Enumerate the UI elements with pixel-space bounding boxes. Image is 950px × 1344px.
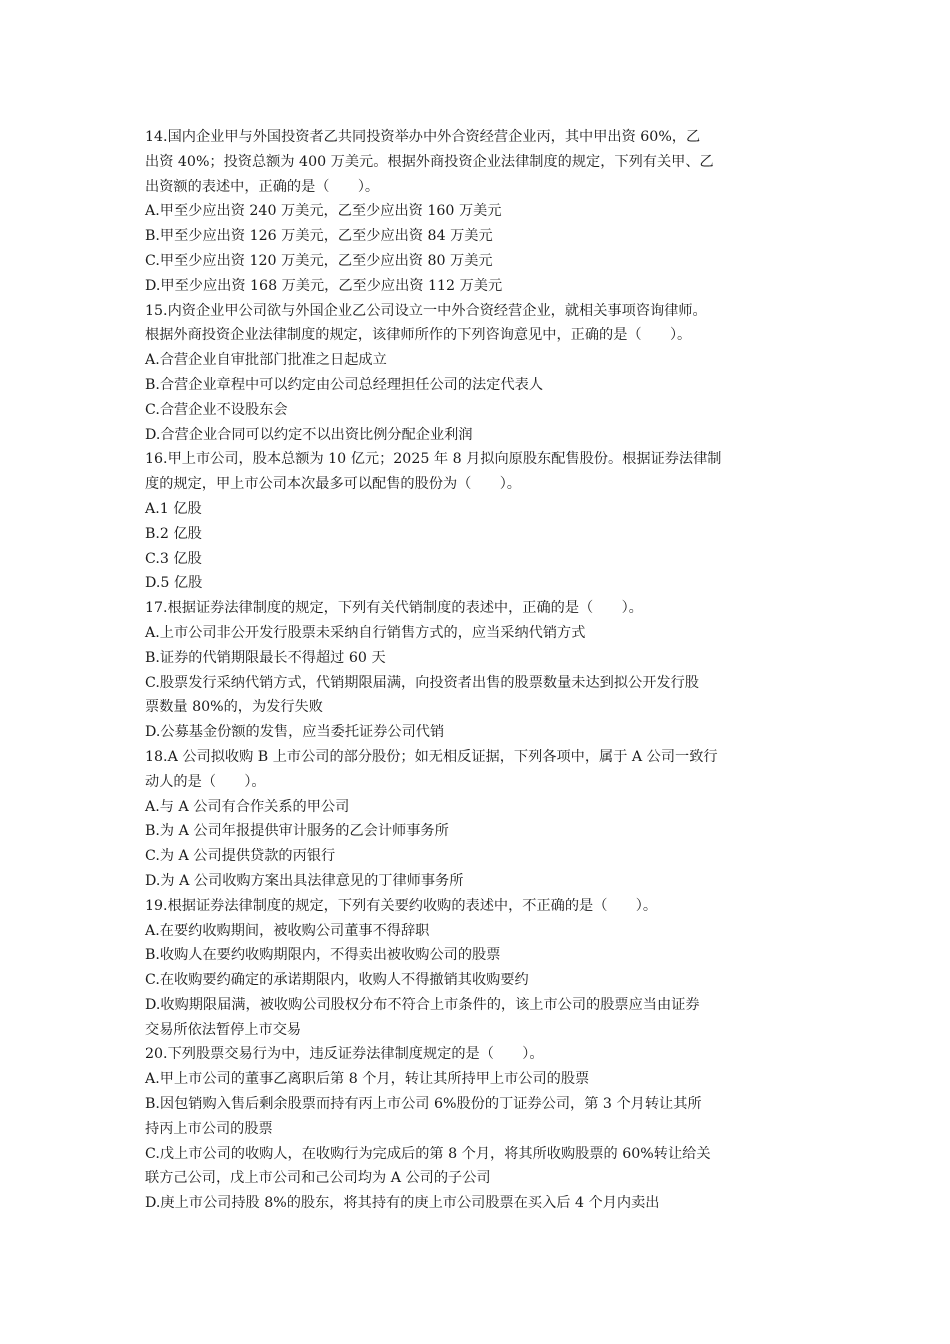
option-d (145, 993, 805, 1043)
option-text-line: B.甲至少应出资 126 万美元，乙至少应出资 84 万美元 (145, 228, 493, 245)
question-14 (145, 125, 805, 299)
question-stem-line: 14.国内企业甲与外国投资者乙共同投资举办中外合资经营企业丙，其中甲出资 60%，乙 (145, 129, 701, 145)
option-text-line: D.甲至少应出资 168 万美元，乙至少应出资 112 万美元 (145, 277, 503, 294)
option-c (145, 1142, 805, 1192)
option-text-line: C.股票发行采纳代销方式，代销期限届满，向投资者出售的股票数量未达到拟公开发行股 (145, 674, 699, 691)
question-stem-line: 20.下列股票交易行为中，违反证券法律制度规定的是（ ）。 (145, 1046, 544, 1063)
option-a (145, 199, 805, 224)
option-text-line: B.收购人在要约收购期限内，不得卖出被收购公司的股票 (145, 947, 501, 964)
question-stem-line: 15.内资企业甲公司欲与外国企业乙公司设立一中外合资经营企业，就相关事项咨询律师。 (145, 302, 707, 319)
option-text-line: A.与 A 公司有合作关系的甲公司 (145, 798, 350, 815)
option-a (145, 1067, 805, 1092)
option-text-line: B.2 亿股 (145, 525, 202, 542)
option-text-line: A.甲上市公司的董事乙离职后第 8 个月，转让其所持甲上市公司的股票 (145, 1071, 590, 1088)
option-text-line: D.5 亿股 (145, 575, 203, 592)
question-15 (145, 299, 805, 448)
option-c (145, 671, 805, 721)
option-text-line: A.1 亿股 (145, 500, 202, 517)
option-text-line: C.为 A 公司提供贷款的丙银行 (145, 848, 336, 865)
question-stem-line: 出资额的表述中，正确的是（ ）。 (145, 178, 380, 195)
option-text-line: A.合营企业自审批部门批准之日起成立 (145, 352, 387, 369)
option-b (145, 819, 805, 844)
option-text-line: C.合营企业不设股东会 (145, 401, 288, 418)
option-text-line: B.证券的代销期限最长不得超过 60 天 (145, 649, 386, 666)
question-stem-line: 根据外商投资企业法律制度的规定，该律师所作的下列咨询意见中，正确的是（ ）。 (145, 327, 692, 344)
question-20 (145, 1042, 805, 1216)
option-d (145, 423, 805, 448)
option-b (145, 373, 805, 398)
option-c (145, 968, 805, 993)
option-text-line: C.3 亿股 (145, 550, 202, 567)
option-c (145, 844, 805, 869)
document-page (145, 125, 805, 1216)
option-text-line: A.上市公司非公开发行股票未采纳自行销售方式的，应当采纳代销方式 (145, 624, 586, 641)
option-text-line: 联方己公司，戊上市公司和己公司均为 A 公司的子公司 (145, 1170, 491, 1187)
option-text-line: C.在收购要约确定的承诺期限内，收购人不得撤销其收购要约 (145, 972, 529, 989)
option-d (145, 1191, 805, 1216)
option-text-line: D.庚上市公司持股 8%的股东，将其持有的庚上市公司股票在买入后 4 个月内卖出 (145, 1195, 660, 1212)
option-c (145, 547, 805, 572)
option-text-line: A.甲至少应出资 240 万美元，乙至少应出资 160 万美元 (145, 203, 502, 220)
option-text-line: D.合营企业合同可以约定不以出资比例分配企业利润 (145, 426, 473, 443)
question-stem-line: 18.A 公司拟收购 B 上市公司的部分股份；如无相反证据，下列各项中，属于 A 公司一致行 (145, 748, 718, 765)
question-stem-line: 19.根据证券法律制度的规定，下列有关要约收购的表述中，不正确的是（ ）。 (145, 897, 658, 914)
option-text-line: 交易所依法暂停上市交易 (145, 1021, 302, 1038)
question-18 (145, 745, 805, 894)
option-b (145, 522, 805, 547)
option-text-line: B.合营企业章程中可以约定由公司总经理担任公司的法定代表人 (145, 376, 544, 393)
question-stem-line: 动人的是（ ）。 (145, 773, 266, 790)
option-text-line: B.因包销购入售后剩余股票而持有丙上市公司 6%股份的丁证券公司，第 3 个月转让其所 (145, 1096, 702, 1113)
question-stem-line: 出资 40%；投资总额为 400 万美元。根据外商投资企业法律制度的规定，下列有关甲、乙 (145, 153, 714, 170)
option-c (145, 249, 805, 274)
option-a (145, 621, 805, 646)
option-text-line: A.在要约收购期间，被收购公司董事不得辞职 (145, 922, 430, 939)
option-d (145, 571, 805, 596)
option-text-line: D.为 A 公司收购方案出具法律意见的丁律师事务所 (145, 872, 464, 889)
question-17 (145, 596, 805, 745)
option-b (145, 646, 805, 671)
option-text-line: B.为 A 公司年报提供审计服务的乙会计师事务所 (145, 823, 449, 840)
question-stem-line: 17.根据证券法律制度的规定，下列有关代销制度的表述中，正确的是（ ）。 (145, 600, 643, 617)
option-text-line: C.甲至少应出资 120 万美元，乙至少应出资 80 万美元 (145, 252, 493, 269)
question-16 (145, 447, 805, 596)
option-d (145, 720, 805, 745)
option-a (145, 497, 805, 522)
option-text-line: D.收购期限届满，被收购公司股权分布不符合上市条件的，该上市公司的股票应当由证券 (145, 996, 700, 1013)
option-text-line: C.戊上市公司的收购人，在收购行为完成后的第 8 个月，将其所收购股票的 60%转让给关 (145, 1145, 711, 1162)
option-b (145, 224, 805, 249)
option-text-line: 票数量 80%的，为发行失败 (145, 699, 323, 716)
option-d (145, 274, 805, 299)
option-c (145, 398, 805, 423)
option-d (145, 869, 805, 894)
option-text-line: D.公募基金份额的发售，应当委托证券公司代销 (145, 724, 445, 741)
option-a (145, 919, 805, 944)
question-stem-line: 16.甲上市公司，股本总额为 10 亿元；2025 年 8 月拟向原股东配售股份。根据证券法律制 (145, 451, 722, 468)
question-stem-line: 度的规定，甲上市公司本次最多可以配售的股份为（ ）。 (145, 476, 521, 493)
option-a (145, 795, 805, 820)
option-b (145, 943, 805, 968)
option-b (145, 1092, 805, 1142)
option-a (145, 348, 805, 373)
option-text-line: 持丙上市公司的股票 (145, 1120, 273, 1137)
question-19 (145, 894, 805, 1043)
